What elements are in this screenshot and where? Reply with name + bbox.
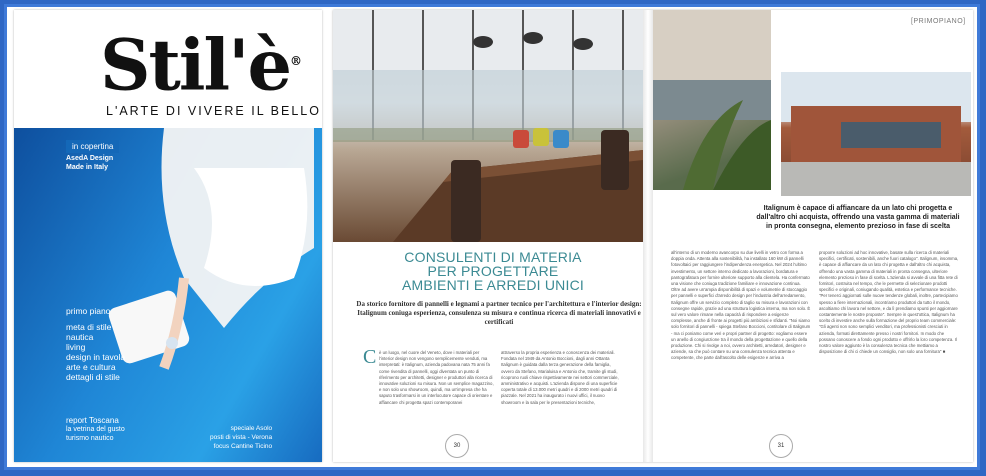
magazine-logo: Stil'è® (100, 23, 301, 107)
building-illustration (781, 72, 971, 196)
cover-menu-item: dettagli di stile (66, 372, 120, 382)
magazine-spread[interactable] (333, 10, 973, 462)
showroom-illustration (333, 10, 643, 242)
cover-illustration (14, 128, 322, 462)
building-photo (781, 72, 971, 196)
magazine-cover[interactable] (14, 10, 322, 462)
spread-gutter (643, 10, 653, 462)
article-column-2: attraverso la propria esperienza e conoscenza dei materiali. Fondata nel 1949 da Antonio Boccioni, dagli anni Ottanta Italignum è guidata dalla terza generazione della famiglia, ovvero da Stefano, Marialuisa e Antonio che, tramite gli studi, ricoprono ruoli chiave rispettivamente nei settori commerciale, amministrativo e acquisti. L'azienda dispone di una superficie coperta totale di 13.000 metri quadri e di 2000 metri quadri di piazzale. Nel 2021 ha inaugurato i nuovi uffici, il nuovo showroom e la sala per le presentazioni tecniche, (501, 350, 619, 405)
magazine-tagline: L'ARTE DI VIVERE IL BELLO (106, 104, 321, 118)
drop-cap: C (363, 346, 377, 368)
cover-contents-list (66, 306, 125, 382)
cover-bottom-labels: speciale Asolo posti di vista - Verona focus Cantine Ticino (210, 425, 273, 450)
in-copertina-badge: in copertina (66, 140, 119, 153)
article-column-3: all'interno di un moderno avancorpo su due livelli in vetro con forma a doppia onda. Attenta alla sostenibilità, ha installato 160 kW di pannelli fotovoltaici per raggiungere l'indipendenza energetica. Nel 2024 l'ultimo investimento, un settore interno dedicato a lavorazioni, bordatura e pantografatura per fornire ulteriore supporto alla clientela. Ha confermato una visione che coniuga tradizione familiare e innovazione continua. Oltre ad avere un'ampia disponibilità di spazi e volumetrie di stoccaggio per pannelli e superfici d'arredo design per l'industria dell'arredamento, Italignum offre un servizio completo di taglio su misura e lavorazioni con consegne rapide, grazie ad una struttura logistica interna, ma non solo. È sul vero valore rimane nella capacità di rispondere a esigenze complesse, anche di fronte ai progetti più ambiziosi e sfidanti. "Noi siamo solo fornitori di pannelli - spiega Stefano Boccioni, contitolare di Italignum - ma ci poniamo come veri e propri partner di progetto: vogliamo essere un anello di congiunzione tra il mondo della progettazione e quello della produzione. Chi si rivolge a noi, ovvero architetti, arredatori, designer e aziende, sa che può contare su una consulenza tecnica attenta e competente, che parte dall'ascolto delle esigenze e arriva a (671, 250, 811, 361)
cover-menu-item: design in tavola (66, 352, 126, 362)
plant-illustration (653, 10, 771, 190)
article-column-4: proporre soluzioni ad hoc innovative, basate sulla ricerca di materiali specifici, certificati, sostenibili, anche fuori catalogo". Italignum, insomma, è capace di affiancare da un lato chi progetta e dall'altro chi acquista, offrendo una vasta gamma di materiali in pronta consegna, ulteriore elemento prezioso in fase di scelta. L'azienda si avvale di una fitta rete di fornitori, costruita nel tempo, che le permette di selezionare prodotti specifici e originali, coniugando qualità, estetica e performance tecniche. "Per tenerci aggiornati sulle nuove tendenze globali, inoltre, partecipiamo spesso a fiere internazionali, incontriamo produttori da tutto il mondo, ascoltiamo chi lavora nel settore, e da lì prendiamo spunti per aggiornare costantemente le nostre proposte". Sempre in quest'ottica, Italignum ha scelto di investire anche sulla formazione del proprio team commerciale: "Gli agenti non sono semplici venditori, ma professionisti cresciuti in azienda, formati direttamente presso i nostri fornitori. In modo che possano conoscere a fondo ogni prodotto e offrirlo la loro competenza. Il nostro valore aggiunto è la consulenza tecnica che mettiamo a disposizione di chi ci chiede un consiglio, non solo una fornitura" ■ (819, 250, 959, 355)
interior-plant-photo (653, 10, 771, 190)
cover-menu-item: meta di stile (66, 322, 112, 332)
article-subhead: Da storico fornitore di pannelli e legnami a partner tecnico per l'architettura e l'interior design: Italignum coniuga esperienza, consulenza su misura e continua ricerca di materiali innovativi e certificati (356, 300, 642, 326)
cover-photo (14, 128, 322, 462)
cover-menu-item: arte e cultura (66, 362, 116, 372)
article-column-1: è un luogo, nel cuore del Veneto, dove i materiali per l'interior design non vengono semplicemente venduti, ma interpretati: è Italignum, azienda padovana nata 75 anni fa come rivendita di pannelli, oggi diventata un punto di riferimento per architetti, designer e produttori alla ricerca di innovative soluzioni su misura. Non un semplice magazzino, e non solo uno showroom, quindi, ma un'impresa che ha saputo trasformarsi in un interlocutore capace di orientare e affiancare chi progetta spazi contemporanei (379, 350, 494, 405)
cover-menu-item: living (66, 342, 86, 352)
cover-report: report Toscana la vetrina del gusto turismo nautico (66, 416, 125, 442)
in-copertina-text: AsedA Design Made in Italy (66, 155, 114, 171)
showroom-photo (333, 10, 643, 242)
page-number-left: 30 (445, 434, 469, 458)
cover-menu-item: primo piano (66, 306, 111, 316)
page-number-right: 31 (769, 434, 793, 458)
section-label: [PRIMOPIANO] (911, 18, 966, 25)
article-headline: CONSULENTI DI MATERIA PER PROGETTARE AMBIENTI E ARREDI UNICI (402, 249, 584, 293)
cover-menu-item: nautica (66, 332, 94, 342)
photo-caption: Italignum è capace di affiancare da un lato chi progetta e dall'altro chi acquista, offrendo una vasta gamma di materiali in pronta consegna, elemento prezioso in fase di scelta (756, 205, 960, 230)
